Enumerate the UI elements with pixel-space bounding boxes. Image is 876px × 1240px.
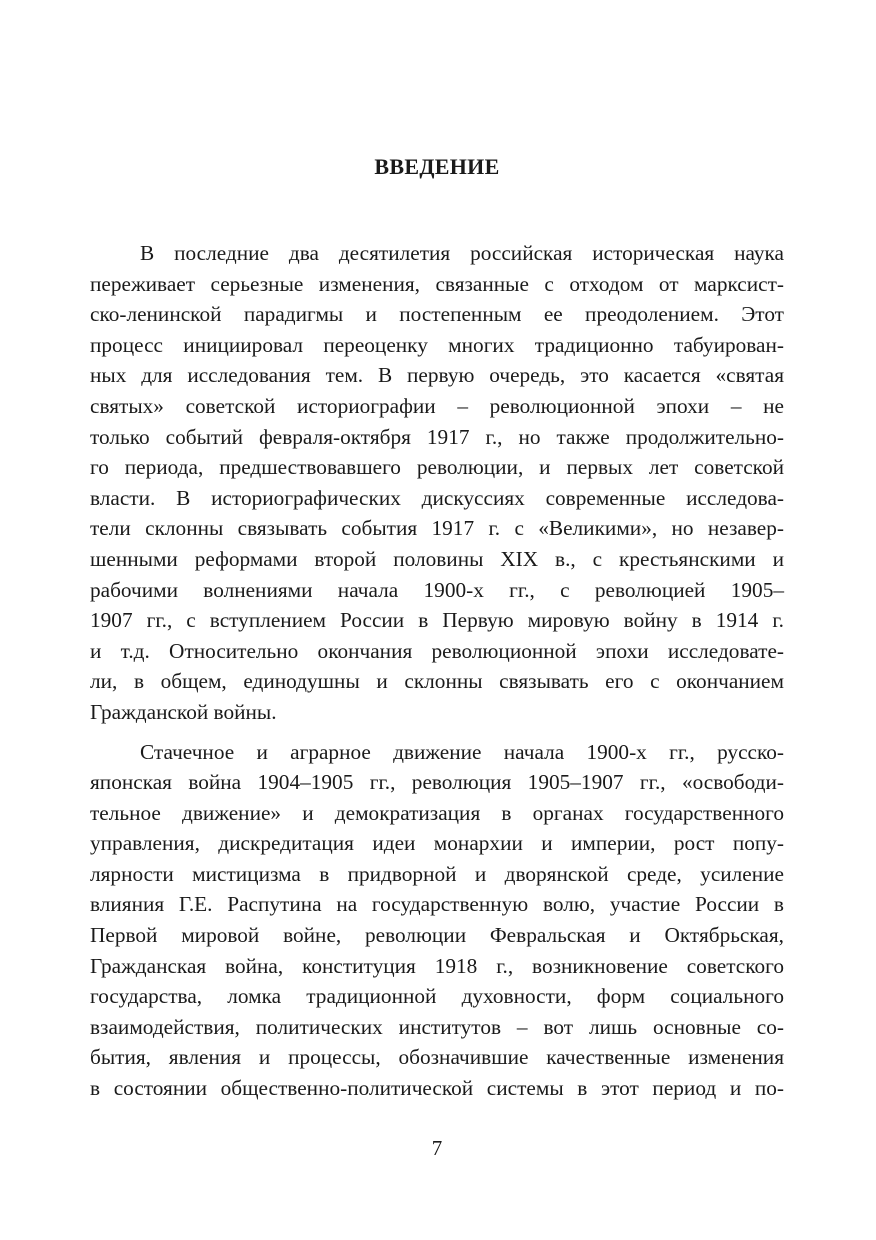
text-line: тели склонны связывать события 1917 г. с «Великими», но незавер- xyxy=(90,516,784,541)
document-page xyxy=(90,0,784,1240)
text-line: бытия, явления и процессы, обозначившие качественные изменения xyxy=(90,1045,784,1070)
text-line: влияния Г.Е. Распутина на государственную волю, участие России в xyxy=(90,892,784,917)
paragraph-1 xyxy=(90,238,784,728)
text-line: ско-ленинской парадигмы и постепенным ее преодолением. Этот xyxy=(90,302,784,327)
text-line: в состоянии общественно-политической системы в этот период и по- xyxy=(90,1076,784,1101)
text-line: ных для исследования тем. В первую очередь, это касается «святая xyxy=(90,363,784,388)
text-line: взаимодействия, политических институтов – вот лишь основные со- xyxy=(90,1014,784,1039)
text-line: переживает серьезные изменения, связанные с отходом от марксист- xyxy=(90,271,784,296)
text-line: святых» советской историографии – революционной эпохи – не xyxy=(90,393,784,418)
text-line: Гражданской войны. xyxy=(90,699,277,724)
text-line: шенными реформами второй половины XIX в., с крестьянскими и xyxy=(90,546,784,571)
text-line: Первой мировой войне, революции Февральская и Октябрьская, xyxy=(90,923,784,948)
paragraph-2 xyxy=(90,737,784,1104)
text-line: ли, в общем, единодушны и склонны связывать его с окончанием xyxy=(90,669,784,694)
text-line: тельное движение» и демократизация в органах государственного xyxy=(90,800,784,825)
text-line: только событий февраля-октября 1917 г., но также продолжительно- xyxy=(90,424,784,449)
text-line: го периода, предшествовавшего революции, и первых лет советской xyxy=(90,455,784,480)
page-number: 7 xyxy=(431,1136,443,1160)
text-line: управления, дискредитация идеи монархии и империи, рост попу- xyxy=(90,831,784,856)
text-line: Стачечное и аграрное движение начала 1900-х гг., русско- xyxy=(140,739,784,764)
text-line: Гражданская война, конституция 1918 г., возникновение советского xyxy=(90,953,784,978)
text-line: В последние два десятилетия российская историческая наука xyxy=(140,241,784,265)
text-line: 1907 гг., с вступлением России в Первую мировую войну в 1914 г. xyxy=(90,608,784,633)
text-line: и т.д. Относительно окончания революционной эпохи исследовате- xyxy=(90,638,784,663)
text-line: процесс инициировал переоценку многих традиционно табуирован- xyxy=(90,332,784,357)
body-text xyxy=(90,238,784,1104)
text-line: власти. В историографических дискуссиях современные исследова- xyxy=(90,485,784,510)
chapter-heading: ВВЕДЕНИЕ xyxy=(374,154,500,179)
text-line: японская война 1904–1905 гг., революция 1905–1907 гг., «освободи- xyxy=(90,770,784,795)
text-line: рабочими волнениями начала 1900-х гг., с революцией 1905– xyxy=(90,577,784,602)
text-line: государства, ломка традиционной духовности, форм социального xyxy=(90,984,784,1009)
text-line: лярности мистицизма в придворной и дворянской среде, усиление xyxy=(90,861,784,886)
